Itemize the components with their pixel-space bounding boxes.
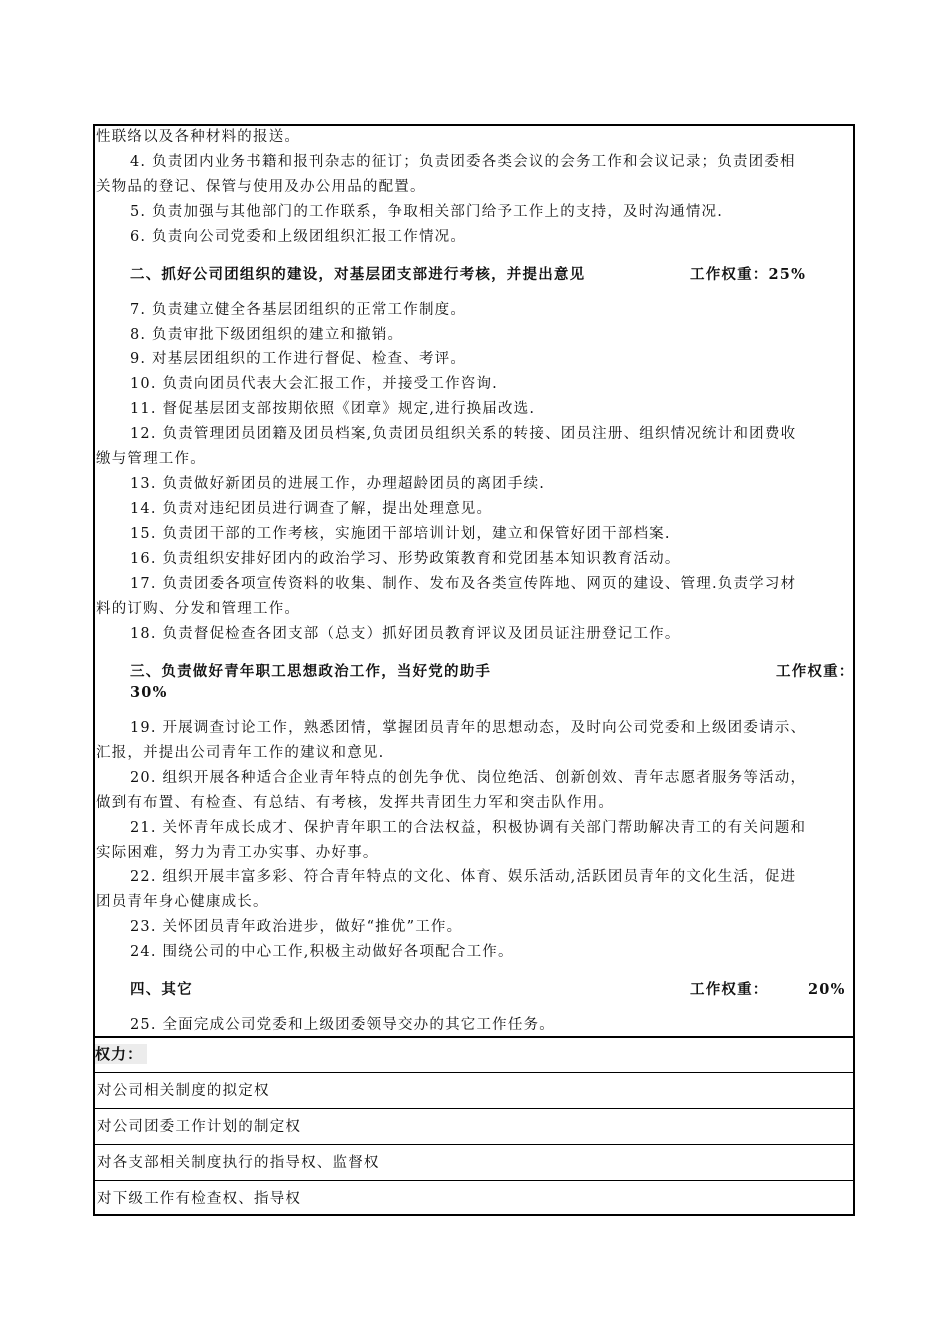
text-line: 15. 负责团干部的工作考核，实施团干部培训计划，建立和保管好团干部档案. [130,526,671,542]
text-line: 19. 开展调查讨论工作，熟悉团情，掌握团员青年的思想动态，及时向公司党委和上级团委请示、 [130,720,807,736]
section-heading-3: 三、负责做好青年职工思想政治工作，当好党的助手 [130,663,492,680]
table-divider [93,1072,855,1073]
text-line: 18. 负责督促检查各团支部（总支）抓好团员教育评议及团员证注册登记工作。 [130,626,681,642]
weight-value-4: 20% [808,981,846,998]
text-line: 关物品的登记、保管与使用及办公用品的配置。 [96,179,426,195]
text-line: 20. 组织开展各种适合企业青年特点的创先争优、岗位绝活、创新创效、青年志愿者服务等活动， [130,770,807,786]
text-line: 21. 关怀青年成长成才、保护青年职工的合法权益，积极协调有关部门帮助解决青工的有关问题和 [130,820,807,836]
text-line: 10. 负责向团员代表大会汇报工作，并接受工作咨询. [130,376,498,392]
section-heading-4: 四、其它 [130,981,193,998]
text-line: 25. 全面完成公司党委和上级团委领导交办的其它工作任务。 [130,1017,555,1033]
power-item: 对公司相关制度的拟定权 [97,1083,270,1099]
text-line: 实际困难，努力为青工办实事、办好事。 [96,845,379,861]
weight-value-3: 30% [130,684,168,701]
text-line: 16. 负责组织安排好团内的政治学习、形势政策教育和党团基本知识教育活动。 [130,551,681,567]
text-line: 23. 关怀团员青年政治进步，做好“推优”工作。 [130,919,463,935]
text-line: 9. 对基层团组织的工作进行督促、检查、考评。 [130,351,467,367]
section-heading-2: 二、抓好公司团组织的建设，对基层团支部进行考核，并提出意见 [130,266,586,283]
table-divider [93,1108,855,1109]
weight-label-4: 工作权重： [690,981,769,998]
text-line: 4. 负责团内业务书籍和报刊杂志的征订；负责团委各类会议的会务工作和会议记录；负责团委相 [130,154,796,170]
text-line: 6. 负责向公司党委和上级团组织汇报工作情况。 [130,229,467,245]
text-line: 17. 负责团委各项宣传资料的收集、制作、发布及各类宣传阵地、网页的建设、管理.负责学习材 [130,576,797,592]
powers-label: 权力： [95,1044,147,1064]
text-line: 11. 督促基层团支部按期依照《团章》规定,进行换届改选. [130,401,536,417]
text-line: 性联络以及各种材料的报送。 [96,129,301,145]
table-divider [93,1144,855,1145]
text-line: 缴与管理工作。 [96,451,206,467]
table-divider [93,1036,855,1038]
power-item: 对下级工作有检查权、指导权 [97,1191,302,1207]
table-divider [93,1180,855,1181]
weight-label-3: 工作权重： [776,663,855,680]
weight-label-2: 工作权重：25% [690,266,807,283]
text-line: 22. 组织开展丰富多彩、符合青年特点的文化、体育、娱乐活动,活跃团员青年的文化生活，促进 [130,869,797,885]
text-line: 24. 围绕公司的中心工作,积极主动做好各项配合工作。 [130,944,514,960]
text-line: 7. 负责建立健全各基层团组织的正常工作制度。 [130,302,467,318]
text-line: 8. 负责审批下级团组织的建立和撤销。 [130,327,404,343]
text-line: 14. 负责对违纪团员进行调查了解，提出处理意见。 [130,501,493,517]
text-line: 做到有布置、有检查、有总结、有考核，发挥共青团生力军和突击队作用。 [96,795,615,811]
text-line: 12. 负责管理团员团籍及团员档案,负责团员组织关系的转接、团员注册、组织情况统计和团费收 [130,426,797,442]
text-line: 团员青年身心健康成长。 [96,894,269,910]
text-line: 料的订购、分发和管理工作。 [96,601,301,617]
text-line: 汇报，并提出公司青年工作的建议和意见. [96,745,385,761]
power-item: 对公司团委工作计划的制定权 [97,1119,302,1135]
text-line: 5. 负责加强与其他部门的工作联系，争取相关部门给予工作上的支持，及时沟通情况. [130,204,724,220]
power-item: 对各支部相关制度执行的指导权、监督权 [97,1155,380,1171]
text-line: 13. 负责做好新团员的进展工作，办理超龄团员的离团手续. [130,476,546,492]
